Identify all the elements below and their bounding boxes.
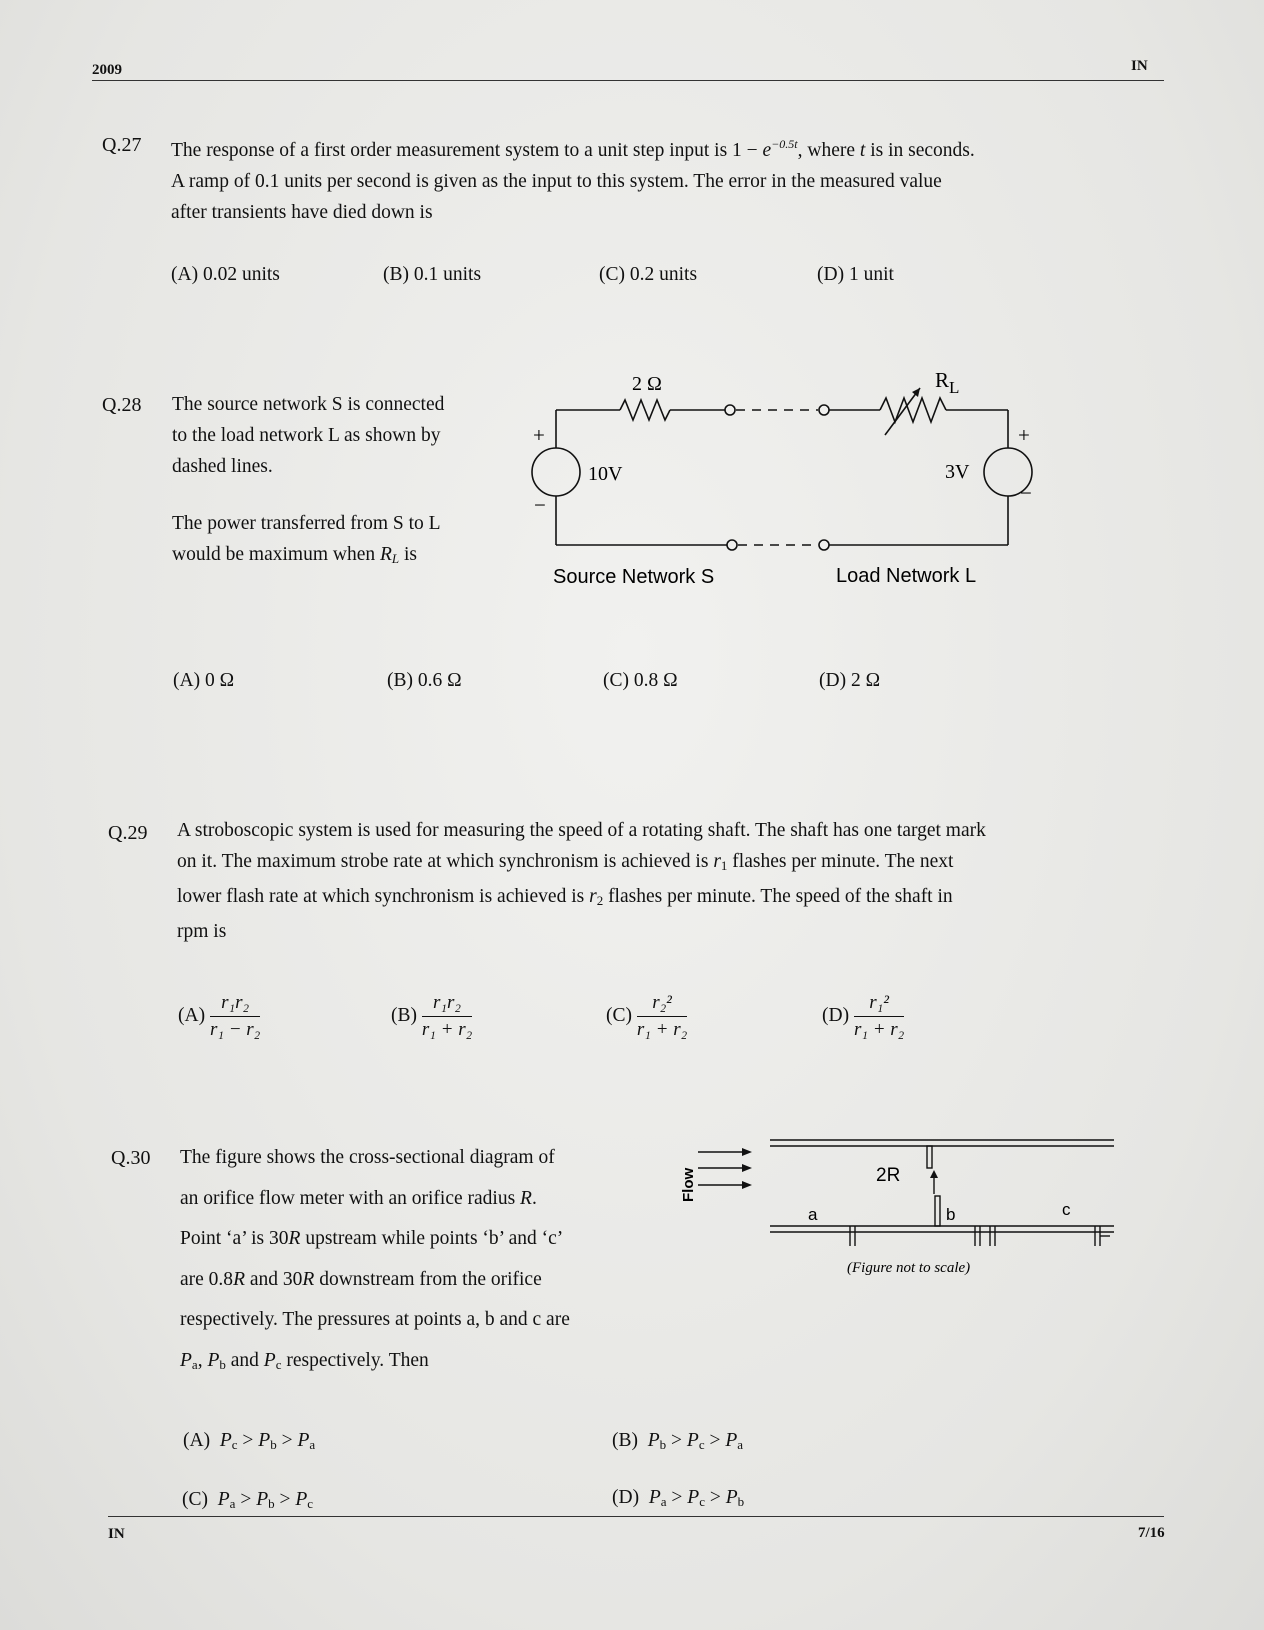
q30-pc-sub: c: [275, 1356, 282, 1372]
point-b-label: b: [946, 1205, 956, 1224]
q30-oc-gt1: >: [235, 1489, 257, 1510]
orifice-label: 2R: [876, 1165, 901, 1186]
q29-option-b-den: r₁ + r₂: [421, 1019, 473, 1040]
flow-arrowhead-1: [742, 1148, 752, 1156]
q30-orifice-diagram: [680, 1130, 1120, 1280]
q30-line-6end: respectively. Then: [281, 1349, 429, 1371]
q30-text: [180, 1138, 660, 1385]
q30-oa-gt2: >: [276, 1430, 298, 1451]
q29-line-1: A stroboscopic system is used for measuring the speed of a rotating shaft. The shaft has one target mark: [177, 820, 986, 841]
dim-arrowhead: [930, 1170, 938, 1178]
q30-r-var-2: R: [288, 1228, 301, 1249]
q30-line-3: [180, 1219, 660, 1260]
header-paper-code: IN: [1131, 58, 1148, 74]
q30-oc-s2: b: [268, 1496, 275, 1511]
q29-option-b: [391, 992, 472, 1041]
q27-var-t: t: [859, 140, 866, 161]
q28-line-3: dashed lines.: [172, 456, 273, 477]
q30-oc-s3: c: [307, 1496, 314, 1511]
terminal-bottom-load: [819, 540, 829, 550]
q29-option-c: [606, 992, 687, 1041]
q28-line-4: The power transferred from S to L: [172, 513, 441, 534]
q30-ob-p3: P: [725, 1430, 738, 1451]
q30-od-s1: a: [660, 1494, 667, 1509]
q29-r2-sub: 2: [596, 893, 604, 908]
flow-arrowhead-2: [742, 1164, 752, 1172]
q27-line-1c: is in seconds.: [865, 140, 975, 161]
q30-ob-s3: a: [737, 1437, 744, 1452]
q30-ob-p2: P: [686, 1430, 699, 1451]
q30-line-4c: downstream from the orifice: [314, 1268, 542, 1290]
q29-option-d: [822, 992, 904, 1041]
q30-pa-sub: a: [191, 1356, 198, 1372]
q30-oa-p2: P: [258, 1430, 271, 1451]
q29-option-d-den: r₁ + r₂: [853, 1019, 905, 1040]
q30-oa-gt1: >: [237, 1430, 259, 1451]
q27-line-1: [171, 129, 1131, 166]
load-caption: Load Network L: [836, 565, 977, 587]
q30-oa-p3: P: [297, 1430, 310, 1451]
q29-option-c-num: r₂²: [637, 992, 687, 1017]
q30-od-p1: P: [648, 1487, 661, 1508]
q29-option-a-den: r₁ − r₂: [209, 1019, 261, 1040]
q29-option-d-fraction: [854, 992, 904, 1041]
q30-line-3a: Point ‘a’ is 30: [180, 1228, 289, 1249]
orifice-plate-top: [927, 1146, 932, 1168]
q28-option-a: (A) 0 Ω: [173, 670, 235, 691]
q30-option-b: [612, 1430, 743, 1453]
q27-option-a: (A) 0.02 units: [171, 264, 280, 285]
footer-rule: [108, 1516, 1164, 1517]
q30-oa-s3: a: [309, 1437, 316, 1452]
q29-text: [177, 815, 1117, 947]
q28-line-2: to the load network L as shown by: [172, 425, 441, 446]
q30-line-4a: are 0.8: [180, 1268, 234, 1290]
figure-caption: (Figure not to scale): [847, 1260, 971, 1276]
source-minus: −: [534, 493, 546, 517]
q28-option-c: (C) 0.8 Ω: [603, 670, 678, 691]
header-rule: [92, 80, 1164, 81]
footer-page-number: 7/16: [1138, 1525, 1165, 1541]
q28-number: Q.28: [102, 394, 142, 416]
q30-line-5: respectively. The pressures at points a, b and c are: [180, 1309, 570, 1330]
q29-option-a-label: (A): [178, 1004, 206, 1026]
q29-option-b-label: (B): [391, 1004, 417, 1026]
q29-option-b-num: r₁r₂: [422, 992, 472, 1017]
q30-r-var-4: R: [302, 1268, 315, 1290]
q30-od-p2: P: [687, 1487, 700, 1508]
q30-ob-gt2: >: [704, 1430, 726, 1451]
q29-number: Q.29: [108, 822, 148, 844]
load-plus: +: [1018, 423, 1030, 447]
q30-line-1: The figure shows the cross-sectional diagram of: [180, 1147, 555, 1168]
q29-line-3b: flashes per minute. The speed of the shaft in: [603, 886, 953, 907]
q29-line-2: [177, 846, 1117, 881]
q30-oc-p3: P: [295, 1489, 308, 1510]
q28-text: [172, 389, 512, 574]
q30-od-gt1: >: [666, 1487, 688, 1508]
q30-line-4: [180, 1260, 660, 1301]
q29-option-a-fraction: [210, 992, 260, 1041]
q27-exp-sup: −0.5t: [771, 137, 798, 151]
q30-line-2a: an orifice flow meter with an orifice radius: [180, 1187, 521, 1209]
q29-option-a: [178, 992, 260, 1041]
q30-option-c-label: (C): [182, 1489, 208, 1510]
q28-option-b: (B) 0.6 Ω: [387, 670, 462, 691]
q28-option-d: (D) 2 Ω: [819, 670, 881, 691]
q30-line-2: [180, 1179, 660, 1220]
q29-option-c-den: r₁ + r₂: [636, 1019, 688, 1040]
q30-pb-var: P: [207, 1349, 220, 1371]
q29-line-2a: on it. The maximum strobe rate at which synchronism is achieved is: [177, 851, 714, 872]
q29-r1-sub: 1: [720, 858, 728, 873]
source-caption: Source Network S: [553, 566, 715, 588]
q30-option-b-label: (B): [612, 1430, 638, 1451]
q30-ob-s2: c: [698, 1437, 705, 1452]
arrow-head: [912, 388, 920, 397]
q30-line-3b: upstream while points ‘b’ and ‘c’: [300, 1228, 564, 1249]
q27-number: Q.27: [102, 134, 142, 156]
q30-oc-p1: P: [217, 1489, 230, 1510]
source-voltage-circle: [532, 448, 580, 496]
q30-od-s2: c: [699, 1494, 705, 1509]
load-minus: −: [1020, 481, 1032, 505]
q29-option-c-label: (C): [606, 1004, 632, 1026]
q30-ob-s1: b: [659, 1437, 667, 1452]
q30-oa-s2: b: [270, 1437, 277, 1452]
load-voltage-label: 3V: [945, 461, 970, 483]
q30-line-6: [180, 1341, 660, 1386]
q30-and: and: [225, 1349, 264, 1371]
q30-line-4b: and 30: [244, 1268, 303, 1290]
q30-option-d-label: (D): [612, 1487, 640, 1508]
q30-pb-sub: b: [219, 1356, 226, 1372]
flow-label: Flow: [680, 1167, 697, 1202]
q28-line-5b: is: [399, 544, 418, 565]
q27-exp-base: e: [762, 140, 772, 161]
orifice-plate-bottom: [935, 1196, 940, 1226]
q30-pc-var: P: [263, 1349, 276, 1371]
terminal-top-source: [725, 405, 735, 415]
point-a-label: a: [808, 1205, 818, 1224]
q30-oa-p1: P: [219, 1430, 232, 1451]
q30-period: .: [531, 1187, 537, 1209]
q29-option-b-fraction: [422, 992, 472, 1041]
q27-line-3: after transients have died down is: [171, 202, 433, 223]
q27-line-1b: , where: [797, 140, 860, 161]
q30-od-p3: P: [725, 1487, 738, 1508]
q30-option-c: [182, 1489, 313, 1512]
resistor-2ohm: [620, 400, 670, 420]
q27-line-1a: The response of a first order measurement system to a unit step input is 1 −: [171, 140, 763, 161]
load-label: [935, 368, 959, 397]
q29-r1-var: r: [713, 851, 721, 872]
q30-option-d: [612, 1487, 744, 1510]
load-label-sub: L: [949, 378, 960, 397]
q28-line-5: [172, 539, 512, 574]
footer-paper-code: IN: [108, 1526, 125, 1542]
terminal-bottom-source: [727, 540, 737, 550]
q30-od-gt2: >: [704, 1487, 726, 1508]
q30-oc-gt2: >: [274, 1489, 296, 1510]
header-year: 2009: [92, 62, 122, 78]
load-label-r: R: [935, 368, 950, 392]
q29-line-3: [177, 881, 1117, 916]
q30-option-a: [183, 1430, 315, 1453]
q30-od-s3: b: [737, 1494, 745, 1509]
q29-option-d-label: (D): [822, 1004, 850, 1026]
q29-option-c-fraction: [637, 992, 687, 1041]
q30-ob-gt1: >: [666, 1430, 687, 1451]
q29-option-a-num: r₁r₂: [210, 992, 260, 1017]
source-plus: +: [533, 423, 545, 447]
q28-circuit-diagram: [520, 360, 1060, 620]
point-c-label: c: [1062, 1200, 1071, 1219]
flow-arrowhead-3: [742, 1181, 752, 1189]
q27-option-b: (B) 0.1 units: [383, 264, 482, 285]
q29-line-4: rpm is: [177, 921, 227, 942]
q30-r-var-1: R: [520, 1187, 532, 1209]
q27-option-d: (D) 1 unit: [817, 264, 894, 285]
q28-rl-sub: L: [391, 551, 400, 566]
q30-option-a-label: (A): [183, 1430, 211, 1451]
q27-line-2: A ramp of 0.1 units per second is given as the input to this system. The error in the measured value: [171, 171, 942, 192]
q30-number: Q.30: [111, 1147, 151, 1169]
q28-line-1: The source network S is connected: [172, 394, 445, 415]
q30-ob-p1: P: [647, 1430, 660, 1451]
terminal-top-load: [819, 405, 829, 415]
q29-line-2b: flashes per minute. The next: [727, 851, 954, 872]
q27-option-c: (C) 0.2 units: [599, 264, 698, 285]
q29-line-3a: lower flash rate at which synchronism is achieved is: [177, 886, 590, 907]
q30-comma: ,: [197, 1349, 208, 1371]
load-resistor-rl: [880, 398, 946, 422]
q30-oc-s1: a: [229, 1496, 236, 1511]
resistor-label: 2 Ω: [632, 373, 662, 395]
q29-r2-var: r: [589, 886, 597, 907]
q28-line-5a: would be maximum when: [172, 544, 380, 565]
q29-option-d-num: r₁²: [854, 992, 904, 1017]
q30-pa-var: P: [180, 1349, 192, 1371]
q30-r-var-3: R: [233, 1268, 245, 1290]
q27-text: [171, 129, 1131, 228]
q30-oc-p2: P: [256, 1489, 269, 1510]
source-voltage-label: 10V: [588, 463, 623, 485]
q28-rl-var: R: [379, 544, 392, 565]
q30-oa-s1: c: [231, 1437, 238, 1452]
